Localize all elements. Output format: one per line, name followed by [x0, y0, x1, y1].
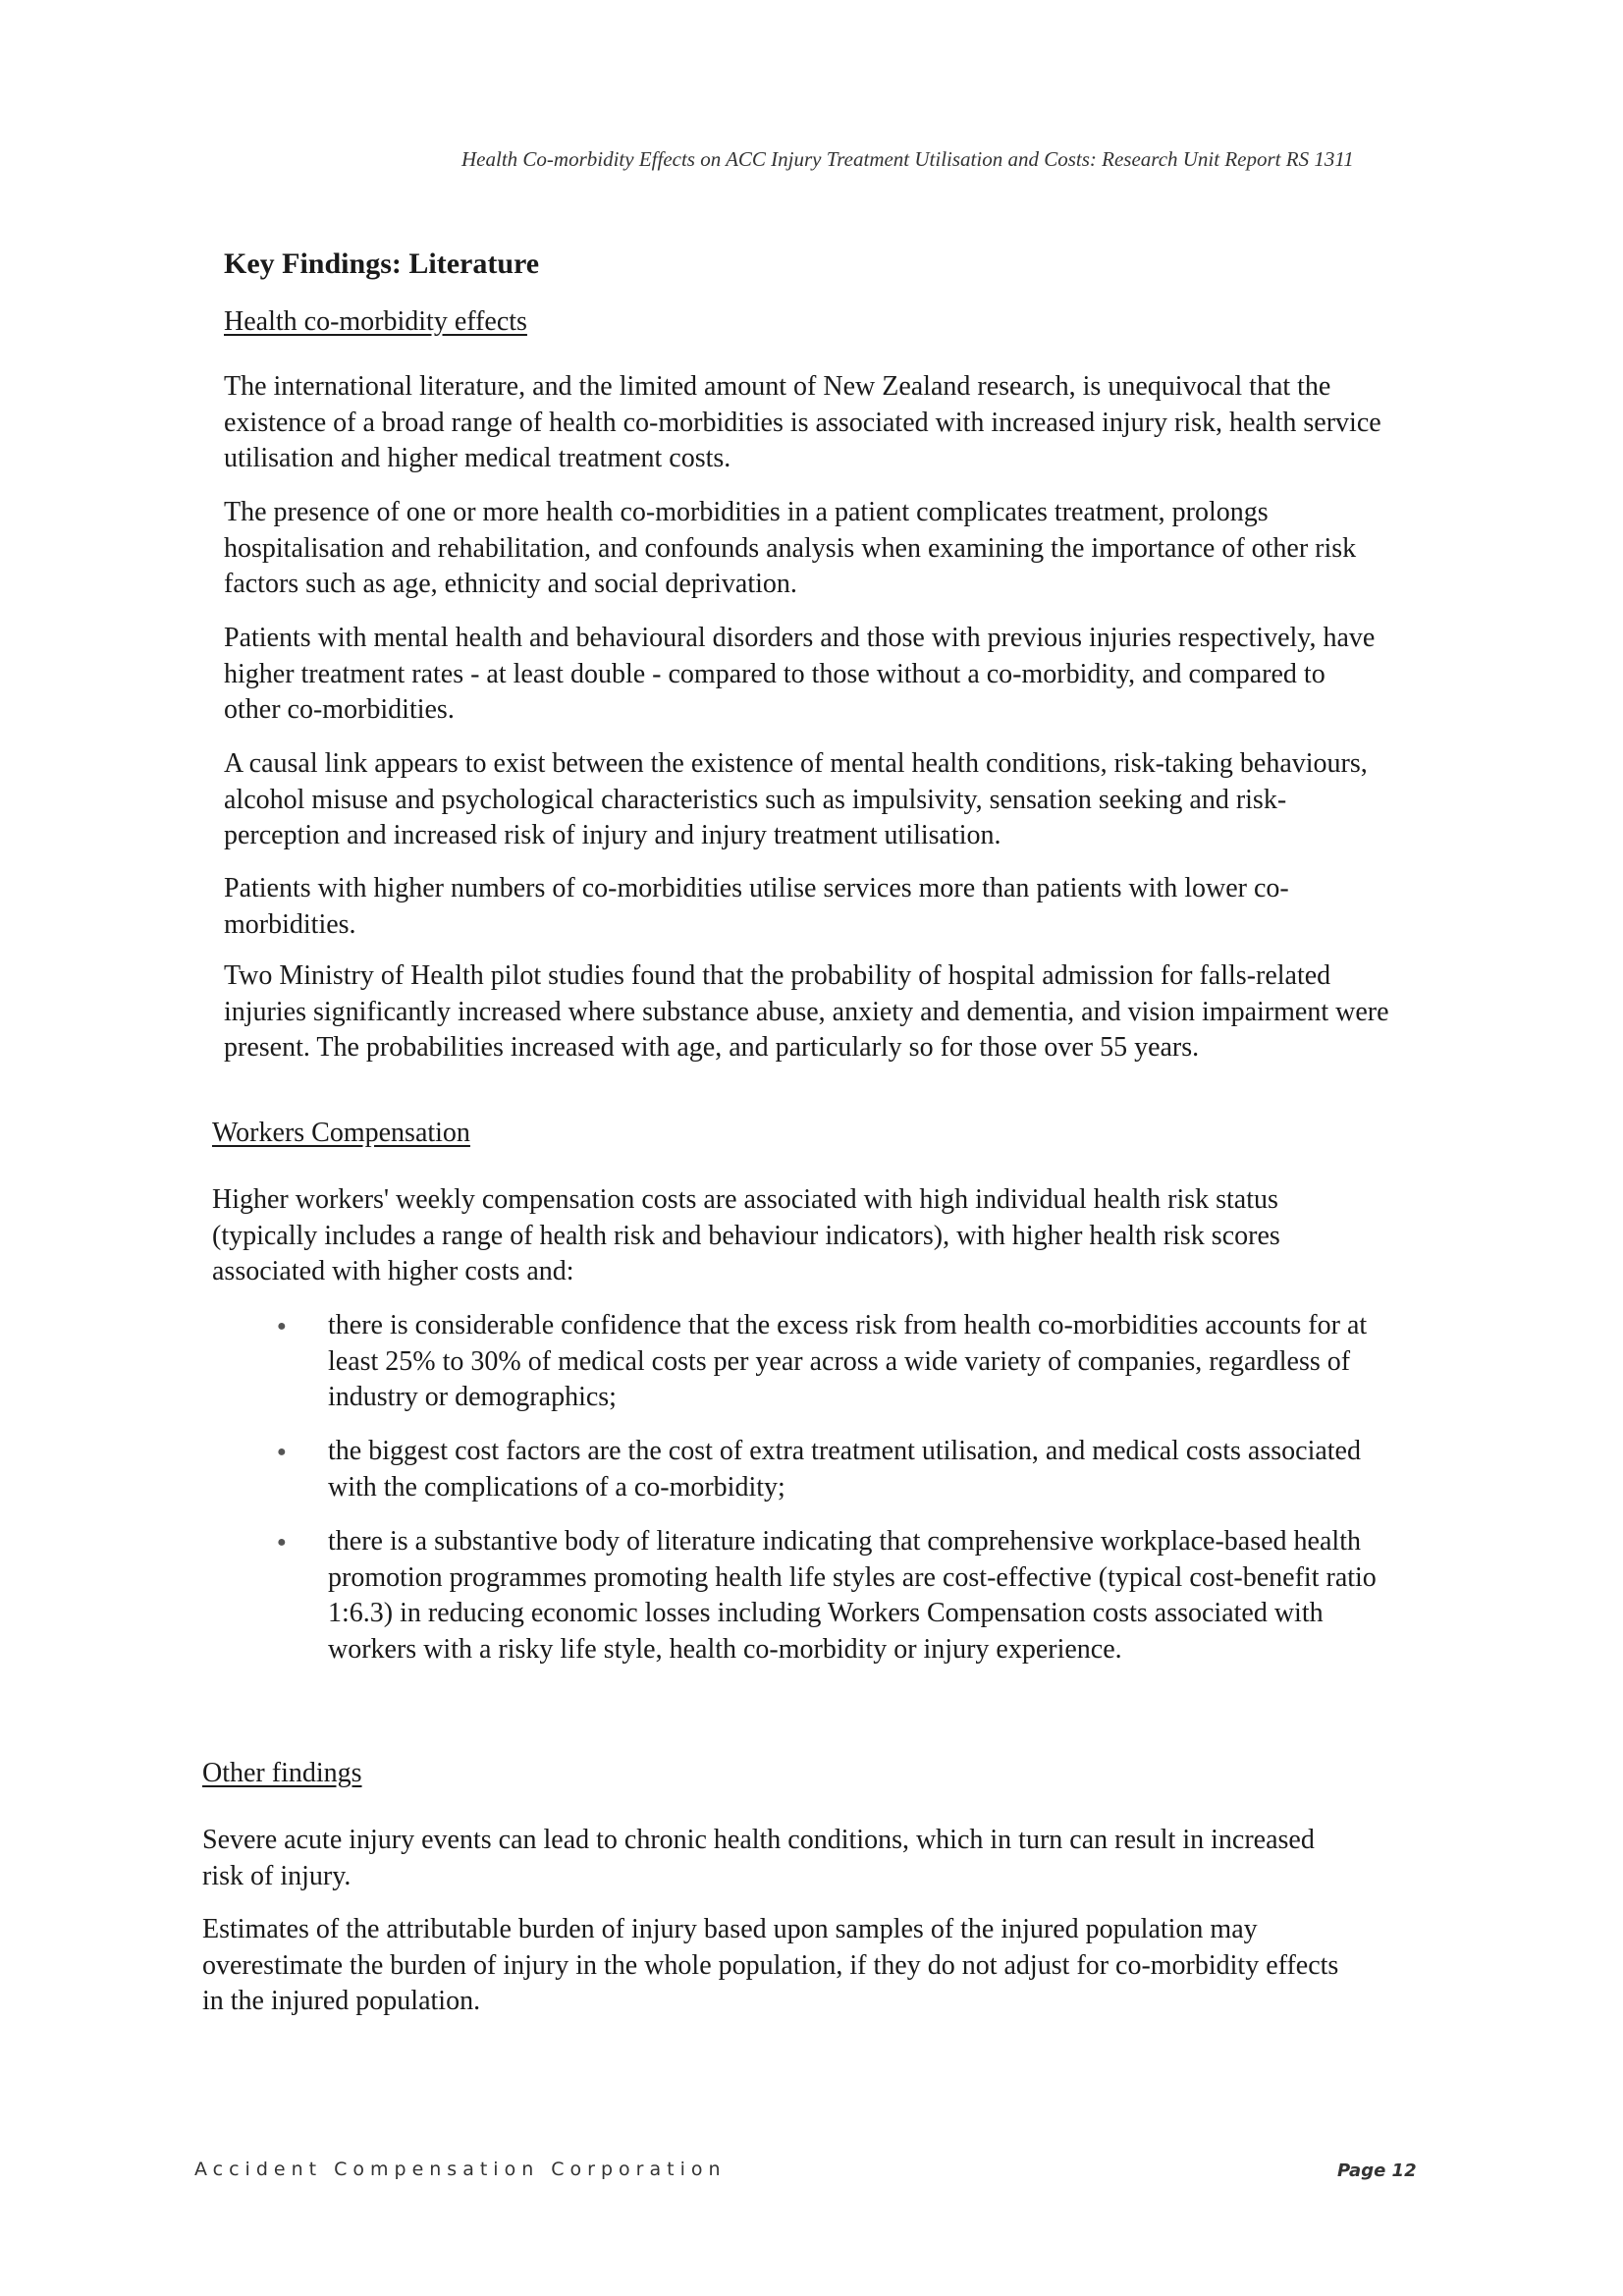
paragraph: Severe acute injury events can lead to chronic health conditions, which in turn can result in increased risk of injury. [202, 1825, 1315, 1891]
bullet-item: there is considerable confidence that the excess risk from health co-morbidities accounts for at least 25% to 30% of medical costs per year across a wide variety of companies, regardless of industry or demographics; [328, 1310, 1368, 1412]
paragraph: Estimates of the attributable burden of injury based upon samples of the injured population may overestimate the burden of injury in the whole population, if they do not adjust for co-morbidity effects in the injured population. [202, 1914, 1339, 2016]
paragraph: Higher workers' weekly compensation costs are associated with high individual health risk status (typically includes a range of health risk and behaviour indicators), with higher health risk scores associated with higher costs and: [212, 1184, 1280, 1286]
page-number: Page 12 [1337, 2160, 1417, 2181]
bullet-item: the biggest cost factors are the cost of extra treatment utilisation, and medical costs associated with the complications of a co-morbidity; [328, 1436, 1361, 1503]
paragraph: Patients with mental health and behavioural disorders and those with previous injuries respectively, have higher treatment rates - at least double - compared to those without a co-morbidity, and compared to other co-morbidities. [224, 623, 1376, 725]
paragraph: Patients with higher numbers of co-morbidities utilise services more than patients with lower co-morbidities. [224, 873, 1289, 940]
bullet-icon: ● [277, 1534, 287, 1551]
paragraph: The international literature, and the limited amount of New Zealand research, is unequivocal that the existence of a broad range of health co-morbidities is associated with increased injury risk, health service utilisation and higher medical treatment costs. [224, 371, 1381, 473]
page-title: Key Findings: Literature [224, 247, 540, 280]
paragraph: The presence of one or more health co-morbidities in a patient complicates treatment, prolongs hospitalisation and rehabilitation, and confounds analysis when examining the importance of other risk factors such as age, ethnicity and social deprivation. [224, 497, 1357, 599]
footer-organization: Accident Compensation Corporation [194, 2159, 727, 2180]
paragraph: A causal link appears to exist between the existence of mental health conditions, risk-taking behaviours, alcohol misuse and psychological characteristics such as impulsivity, sensation seeking and risk-perception and increased risk of injury and injury treatment utilisation. [224, 748, 1368, 850]
bullet-icon: ● [277, 1318, 287, 1335]
section-heading-health: Health co-morbidity effects [224, 306, 527, 337]
running-header: Health Co-morbidity Effects on ACC Injury Treatment Utilisation and Costs: Research Unit Report RS 1311 [461, 147, 1354, 171]
bullet-icon: ● [277, 1444, 287, 1460]
section-heading-workers: Workers Compensation [212, 1118, 470, 1148]
section-heading-other: Other findings [202, 1758, 362, 1788]
paragraph: Two Ministry of Health pilot studies found that the probability of hospital admission for falls-related injuries significantly increased where substance abuse, anxiety and dementia, and vision impairment were present. The probabilities increased with age, and particularly so for those over 55 years. [224, 960, 1389, 1063]
bullet-item: there is a substantive body of literature indicating that comprehensive workplace-based health promotion programmes promoting health life styles are cost-effective (typical cost-benefit ratio 1:6.3) in reducing economic losses including Workers Compensation costs associated with workers with a risky life style, health co-morbidity or injury experience. [328, 1526, 1377, 1665]
